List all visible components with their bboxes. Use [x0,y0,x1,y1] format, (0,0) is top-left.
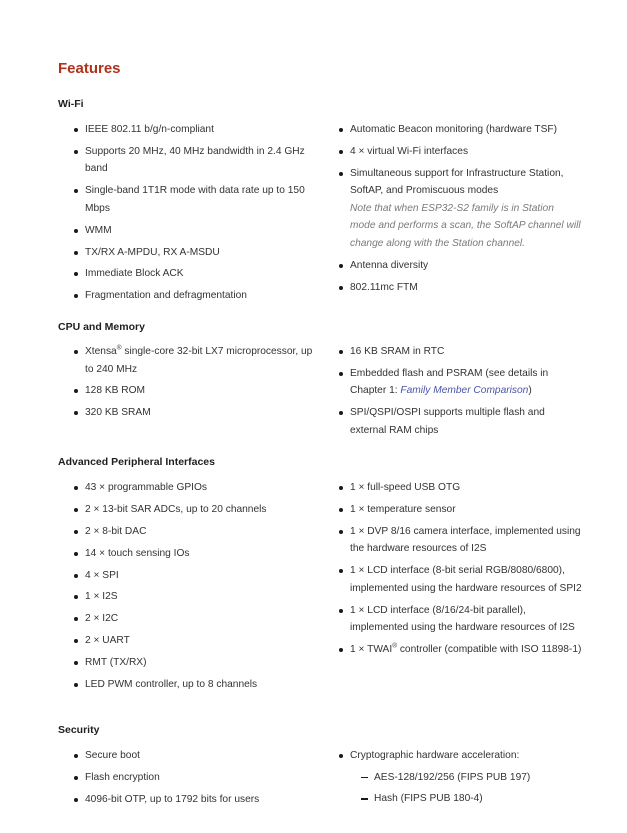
list-item: SPI/QSPI/OSPI supports multiple flash and external RAM chips [337,404,582,439]
list-item: 1 × LCD interface (8-bit serial RGB/8080/6800), implemented using the hardware resources of SPI2 [337,562,582,597]
list-item: 1 × TWAI® controller (compatible with ISO 11898-1) [337,641,582,659]
cpu-list-right [337,343,582,444]
list-item: Fragmentation and defragmentation [72,287,322,305]
bullet-icon [339,172,343,176]
scan-note: Note that when ESP32-S2 family is in Station mode and performs a scan, the SoftAP channel will change along with the Station channel. [350,202,581,249]
list-item: 1 × DVP 8/16 camera interface, implemented using the hardware resources of I2S [337,523,582,558]
sub-list-item: Hash (FIPS PUB 180-4) [350,790,582,808]
list-item: 1 × I2S [72,588,322,606]
list-item: 2 × I2C [72,610,322,628]
list-item: Cryptographic hardware acceleration: AES-128/192/256 (FIPS PUB 197) Hash (FIPS PUB 180-4) [337,747,582,808]
list-item: Immediate Block ACK [72,265,322,283]
list-item: 2 × UART [72,632,322,650]
section-heading-peripherals: Advanced Peripheral Interfaces [58,456,215,468]
bullet-icon [339,372,343,376]
list-item: 1 × full-speed USB OTG [337,479,582,497]
list-item: Single-band 1T1R mode with data rate up to 150 Mbps [72,182,322,217]
dash-icon [361,798,368,800]
bullet-icon [339,754,343,758]
bullet-icon [339,286,343,290]
page-title: Features [58,60,121,77]
cpu-list-left [72,343,322,426]
bullet-icon [74,389,78,393]
bullet-icon [74,486,78,490]
bullet-icon [339,128,343,132]
crypto-sublist [350,769,582,808]
list-item: Flash encryption [72,769,322,787]
list-item: 4 × SPI [72,567,322,585]
bullet-icon [339,150,343,154]
family-member-comparison-link[interactable]: Family Member Comparison [400,385,529,397]
bullet-icon [74,294,78,298]
security-list-right [337,747,582,812]
bullet-icon [74,574,78,578]
security-list-left [72,747,322,813]
bullet-icon [339,530,343,534]
list-item: Antenna diversity [337,257,582,275]
bullet-icon [74,350,78,354]
bullet-icon [339,569,343,573]
list-item: 1 × LCD interface (8/16/24-bit parallel), implemented using the hardware resources of I2S [337,602,582,637]
bullet-icon [74,251,78,255]
bullet-icon [339,508,343,512]
bullet-icon [339,350,343,354]
list-item: Simultaneous support for Infrastructure Station, SoftAP, and Promiscuous modes Note that when ESP32-S2 family is in Station mode and performs a scan, the SoftAP channel will change along with the Station channel. [337,165,582,253]
bullet-icon [74,776,78,780]
bullet-icon [74,508,78,512]
bullet-icon [74,754,78,758]
list-item: Xtensa® single-core 32-bit LX7 microprocessor, up to 240 MHz [72,343,322,378]
bullet-icon [74,639,78,643]
registered-mark: ® [116,344,122,352]
list-item: 128 KB ROM [72,382,322,400]
peripherals-list-left [72,479,322,698]
section-heading-security: Security [58,724,100,736]
bullet-icon [74,683,78,687]
list-item: Embedded flash and PSRAM (see details in Chapter 1: Family Member Comparison) [337,365,582,400]
bullet-icon [74,411,78,415]
bullet-icon [339,648,343,652]
bullet-icon [74,552,78,556]
bullet-icon [339,609,343,613]
list-item: TX/RX A-MPDU, RX A-MSDU [72,244,322,262]
bullet-icon [74,272,78,276]
bullet-icon [74,150,78,154]
bullet-icon [74,661,78,665]
bullet-icon [74,530,78,534]
list-item: 2 × 13-bit SAR ADCs, up to 20 channels [72,501,322,519]
peripherals-list-right [337,479,582,663]
list-item: RMT (TX/RX) [72,654,322,672]
list-item: Automatic Beacon monitoring (hardware TSF) [337,121,582,139]
list-item: Secure boot [72,747,322,765]
wifi-list-right [337,121,582,300]
section-heading-wifi: Wi-Fi [58,98,84,110]
list-item: 320 KB SRAM [72,404,322,422]
list-item: 16 KB SRAM in RTC [337,343,582,361]
bullet-icon [339,411,343,415]
list-item: LED PWM controller, up to 8 channels [72,676,322,694]
bullet-icon [74,128,78,132]
bullet-icon [74,189,78,193]
list-item: 4 × virtual Wi-Fi interfaces [337,143,582,161]
section-heading-cpu: CPU and Memory [58,321,145,333]
list-item: 1 × temperature sensor [337,501,582,519]
list-item: 802.11mc FTM [337,279,582,297]
list-item: Supports 20 MHz, 40 MHz bandwidth in 2.4 GHz band [72,143,322,178]
list-item: 2 × 8-bit DAC [72,523,322,541]
list-item: WMM [72,222,322,240]
registered-mark: ® [392,642,397,650]
bullet-icon [339,264,343,268]
list-item: 14 × touch sensing IOs [72,545,322,563]
dash-icon [361,777,368,779]
bullet-icon [339,486,343,490]
bullet-icon [74,617,78,621]
bullet-icon [74,595,78,599]
sub-list-item: AES-128/192/256 (FIPS PUB 197) [350,769,582,787]
list-item: IEEE 802.11 b/g/n-compliant [72,121,322,139]
wifi-list-left [72,121,322,309]
list-item: 4096-bit OTP, up to 1792 bits for users [72,791,322,809]
bullet-icon [74,229,78,233]
list-item: 43 × programmable GPIOs [72,479,322,497]
bullet-icon [74,798,78,802]
